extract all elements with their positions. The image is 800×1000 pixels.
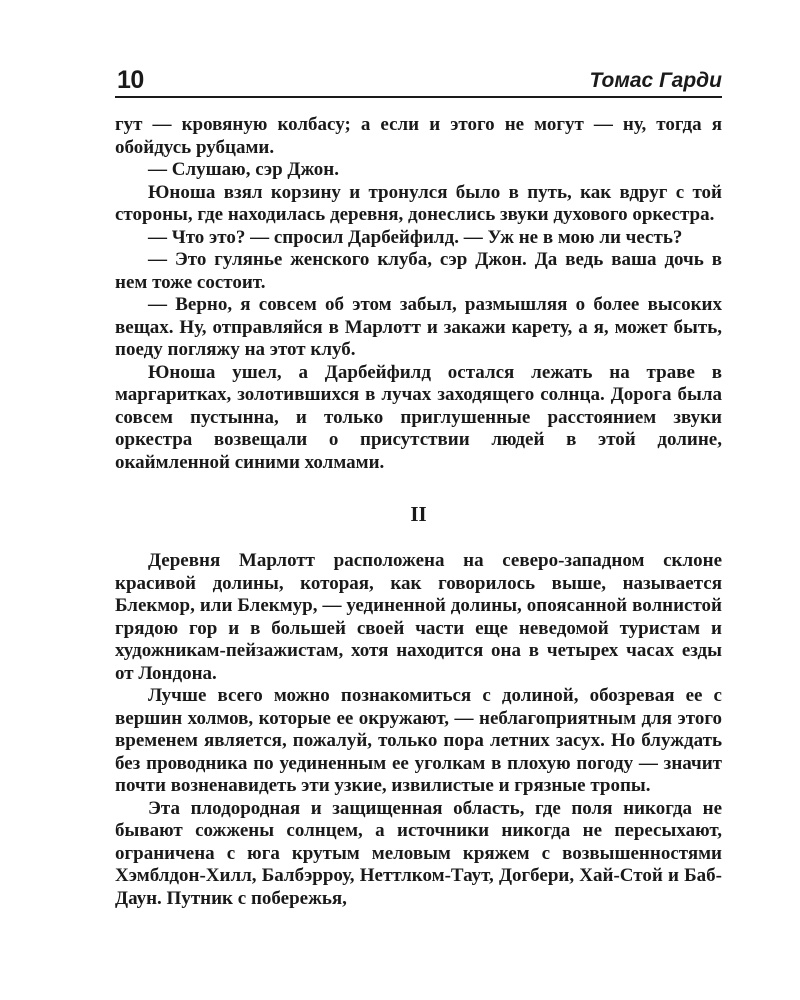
page-number: 10 bbox=[117, 66, 144, 94]
paragraph: Юноша взял корзину и тронулся было в путь, как вдруг с той стороны, где находилась деревня, донеслись звуки духового оркестра. bbox=[115, 181, 722, 225]
paragraph: — Что это? — спросил Дарбейфилд. — Уж не в мою ли честь? bbox=[148, 226, 683, 248]
paragraph: — Это гулянье женского клуба, сэр Джон. Да ведь ваша дочь в нем тоже состоит. bbox=[115, 249, 722, 293]
page-header bbox=[115, 62, 722, 98]
paragraph: гут — кровяную колбасу; а если и этого не могут — ну, тогда я обойдусь рубцами. bbox=[115, 114, 722, 158]
paragraph: Эта плодородная и защищенная область, где поля никогда не бывают сожжены солнцем, а источники никогда не пересыхают, ограничена с юга крутым меловым кряжем с возвышенностями Хэмблдон-Хилл, Балбэрроу, Неттлком-Таут, Догбери, Хай-Стой и Баб-Даун. Путник с побережья, bbox=[115, 797, 722, 909]
paragraph: Лучше всего можно познакомиться с долиной, обозревая ее с вершин холмов, которые ее окружают, — неблагоприятным для этого временем является, пожалуй, только пора летних засух. Но блуждать без проводника по уединенным ее уголкам в плохую погоду — значит почти возненавидеть эти узкие, извилистые и грязные тропы. bbox=[115, 685, 722, 796]
paragraph: Деревня Марлотт расположена на северо-западном склоне красивой долины, которая, как говорилось выше, называется Блекмор, или Блекмур, — уединенной долины, опоясанной волнистой грядою гор и в большей своей части еще неведомой туристам и художникам-пейзажистам, хотя находится она в четырех часах езды от Лондона. bbox=[115, 550, 722, 684]
paragraph: — Слушаю, сэр Джон. bbox=[148, 159, 339, 180]
paragraph: — Верно, я совсем об этом забыл, размышляя о более высоких вещах. Ну, отправляйся в Марлотт и закажи карету, а я, может быть, поеду погляжу на этот клуб. bbox=[115, 294, 722, 360]
paragraph: Юноша ушел, а Дарбейфилд остался лежать на траве в маргаритках, золотившихся в лучах заходящего солнца. Дорога была совсем пустынна, и только приглушенные расстоянием звуки оркестра возвещали о присутствии людей в этой долине, окаймленной синими холмами. bbox=[115, 361, 722, 473]
page-body bbox=[115, 114, 722, 910]
book-page bbox=[115, 62, 722, 910]
chapter-heading: II bbox=[410, 502, 427, 526]
running-title: Томас Гарди bbox=[589, 69, 722, 92]
